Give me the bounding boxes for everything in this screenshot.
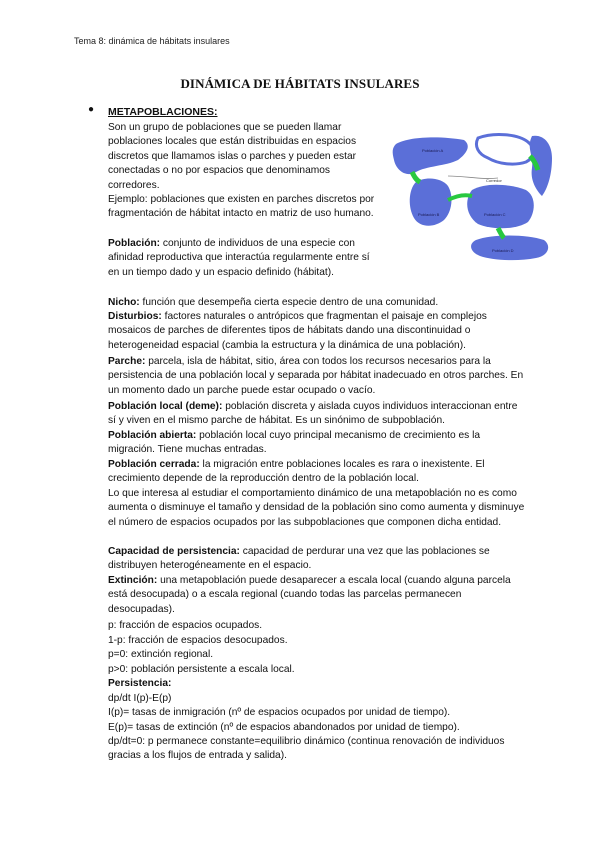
label-poblacion-d: Población D (492, 248, 514, 253)
section-heading: METAPOBLACIONES: (108, 106, 218, 118)
definition-poblacion-cerrada: la migración entre poblaciones locales es rara o inexistente. El crecimiento depende de la reproducción dentro de la población local. (108, 459, 485, 485)
term-nicho: Nicho: (108, 297, 140, 308)
label-poblacion-a: Población A (422, 148, 444, 153)
label-poblacion-c: Población C (484, 212, 506, 217)
definition-poblacion-abierta: población local cuyo principal mecanismo de crecimiento es la migración. Tiene muchas entradas. (108, 430, 481, 456)
line-p-gt-0: p>0: población persistente a escala local. (108, 664, 295, 675)
heading-persistencia: Persistencia: (108, 678, 172, 689)
term-capacidad: Capacidad de persistencia: (108, 546, 240, 557)
line-equilibrium: dp/dt=0: p permanece constante=equilibrio dinámico (continua renovación de individuos gracias a los flujos de entrada y salida). (108, 736, 505, 762)
paragraph-parche (108, 355, 528, 398)
definition-extincion: una metapoblación puede desaparecer a escala local (cuando alguna parcela está desocupada) o a escala regional (cuando todas las parcelas permanecen desocupadas). (108, 575, 511, 615)
paragraph-poblacion-local (108, 400, 528, 429)
bullet-icon: ● (88, 104, 95, 115)
term-poblacion-cerrada: Población cerrada: (108, 459, 200, 470)
definition-poblacion: conjunto de individuos de una especie con afinidad reproductiva que interactúa regularmente entre sí en un tiempo dado y un espacio definido (hábitat). (108, 238, 370, 278)
definition-disturbios: factores naturales o antrópicos que fragmentan el paisaje en complejos mosaicos de parches de diferentes tipos de hábitats dando una discontinuidad o heterogeneidad espacial (cambia la estructura y la dinámica de una población). (108, 311, 487, 351)
term-poblacion-local: Población local (deme): (108, 401, 223, 412)
patch-c (467, 185, 534, 229)
paragraph-extincion (108, 574, 528, 617)
paragraph-metapoblaciones: Son un grupo de poblaciones que se pueden llamar poblaciones locales que están distribuidas en espacios discretos que llamamos islas o parches y pueden estar conectadas o no por espacios que denominamos corredores. (108, 122, 357, 191)
metapopulation-figure (386, 130, 556, 266)
definition-nicho: función que desempeña cierta especie dentro de una comunidad. (139, 297, 439, 308)
equation-dpdt: dp/dt I(p)-E(p) (108, 693, 172, 704)
paragraph-capacidad (108, 545, 528, 574)
line-p-0: p=0: extinción regional. (108, 649, 214, 660)
definition-capacidad: capacidad de perdurar una vez que las poblaciones se distribuyen heterogéneamente en el espacio. (108, 546, 490, 572)
term-poblacion: Población: (108, 238, 161, 249)
label-corredor: Corredor (486, 178, 502, 183)
paragraph-dinamica: Lo que interesa al estudiar el comportamiento dinámico de una metapoblación no es como aumenta o disminuye el tamaño y densidad de la población sino como aumenta y disminuye el número de espacios ocupados por las subpoblaciones que componen dicha entidad. (108, 488, 525, 528)
definition-poblacion-local: población discreta y aislada cuyos individuos interaccionan entre sí y viven en el mismo parche de hábitat. Es un sinónimo de subpoblación. (108, 401, 518, 427)
term-disturbios: Disturbios: (108, 311, 162, 322)
paragraph-nicho (108, 296, 528, 310)
paragraph-poblacion-cerrada (108, 458, 528, 487)
document-title: DINÁMICA DE HÁBITATS INSULARES (180, 76, 420, 91)
term-parche: Parche: (108, 356, 146, 367)
definition-parche: parcela, isla de hábitat, sitio, área con todos los recursos necesarios para la persistencia de una población local y separada por hábitat inadecuado en otros parches. En un momento dado un parche puede estar ocupado o vacío. (108, 356, 524, 396)
paragraph-poblacion (108, 237, 380, 280)
label-poblacion-b: Población B (418, 212, 440, 217)
paragraph-disturbios (108, 310, 528, 353)
line-immigration: I(p)= tasas de inmigración (nº de espacios ocupados por unidad de tiempo). (108, 707, 451, 718)
term-extincion: Extinción: (108, 575, 158, 586)
paragraph-ejemplo: Ejemplo: poblaciones que existen en parches discretos por fragmentación de hábitat intacto en matriz de uso humano. (108, 194, 375, 220)
line-extinction-rate: E(p)= tasas de extinción (nº de espacios abandonados por unidad de tiempo). (108, 722, 460, 733)
page-header: Tema 8: dinámica de hábitats insulares (74, 36, 230, 46)
line-p: p: fracción de espacios ocupados. (108, 620, 263, 631)
term-poblacion-abierta: Población abierta: (108, 430, 197, 441)
line-1-p: 1-p: fracción de espacios desocupados. (108, 635, 288, 646)
paragraph-poblacion-abierta (108, 429, 528, 458)
